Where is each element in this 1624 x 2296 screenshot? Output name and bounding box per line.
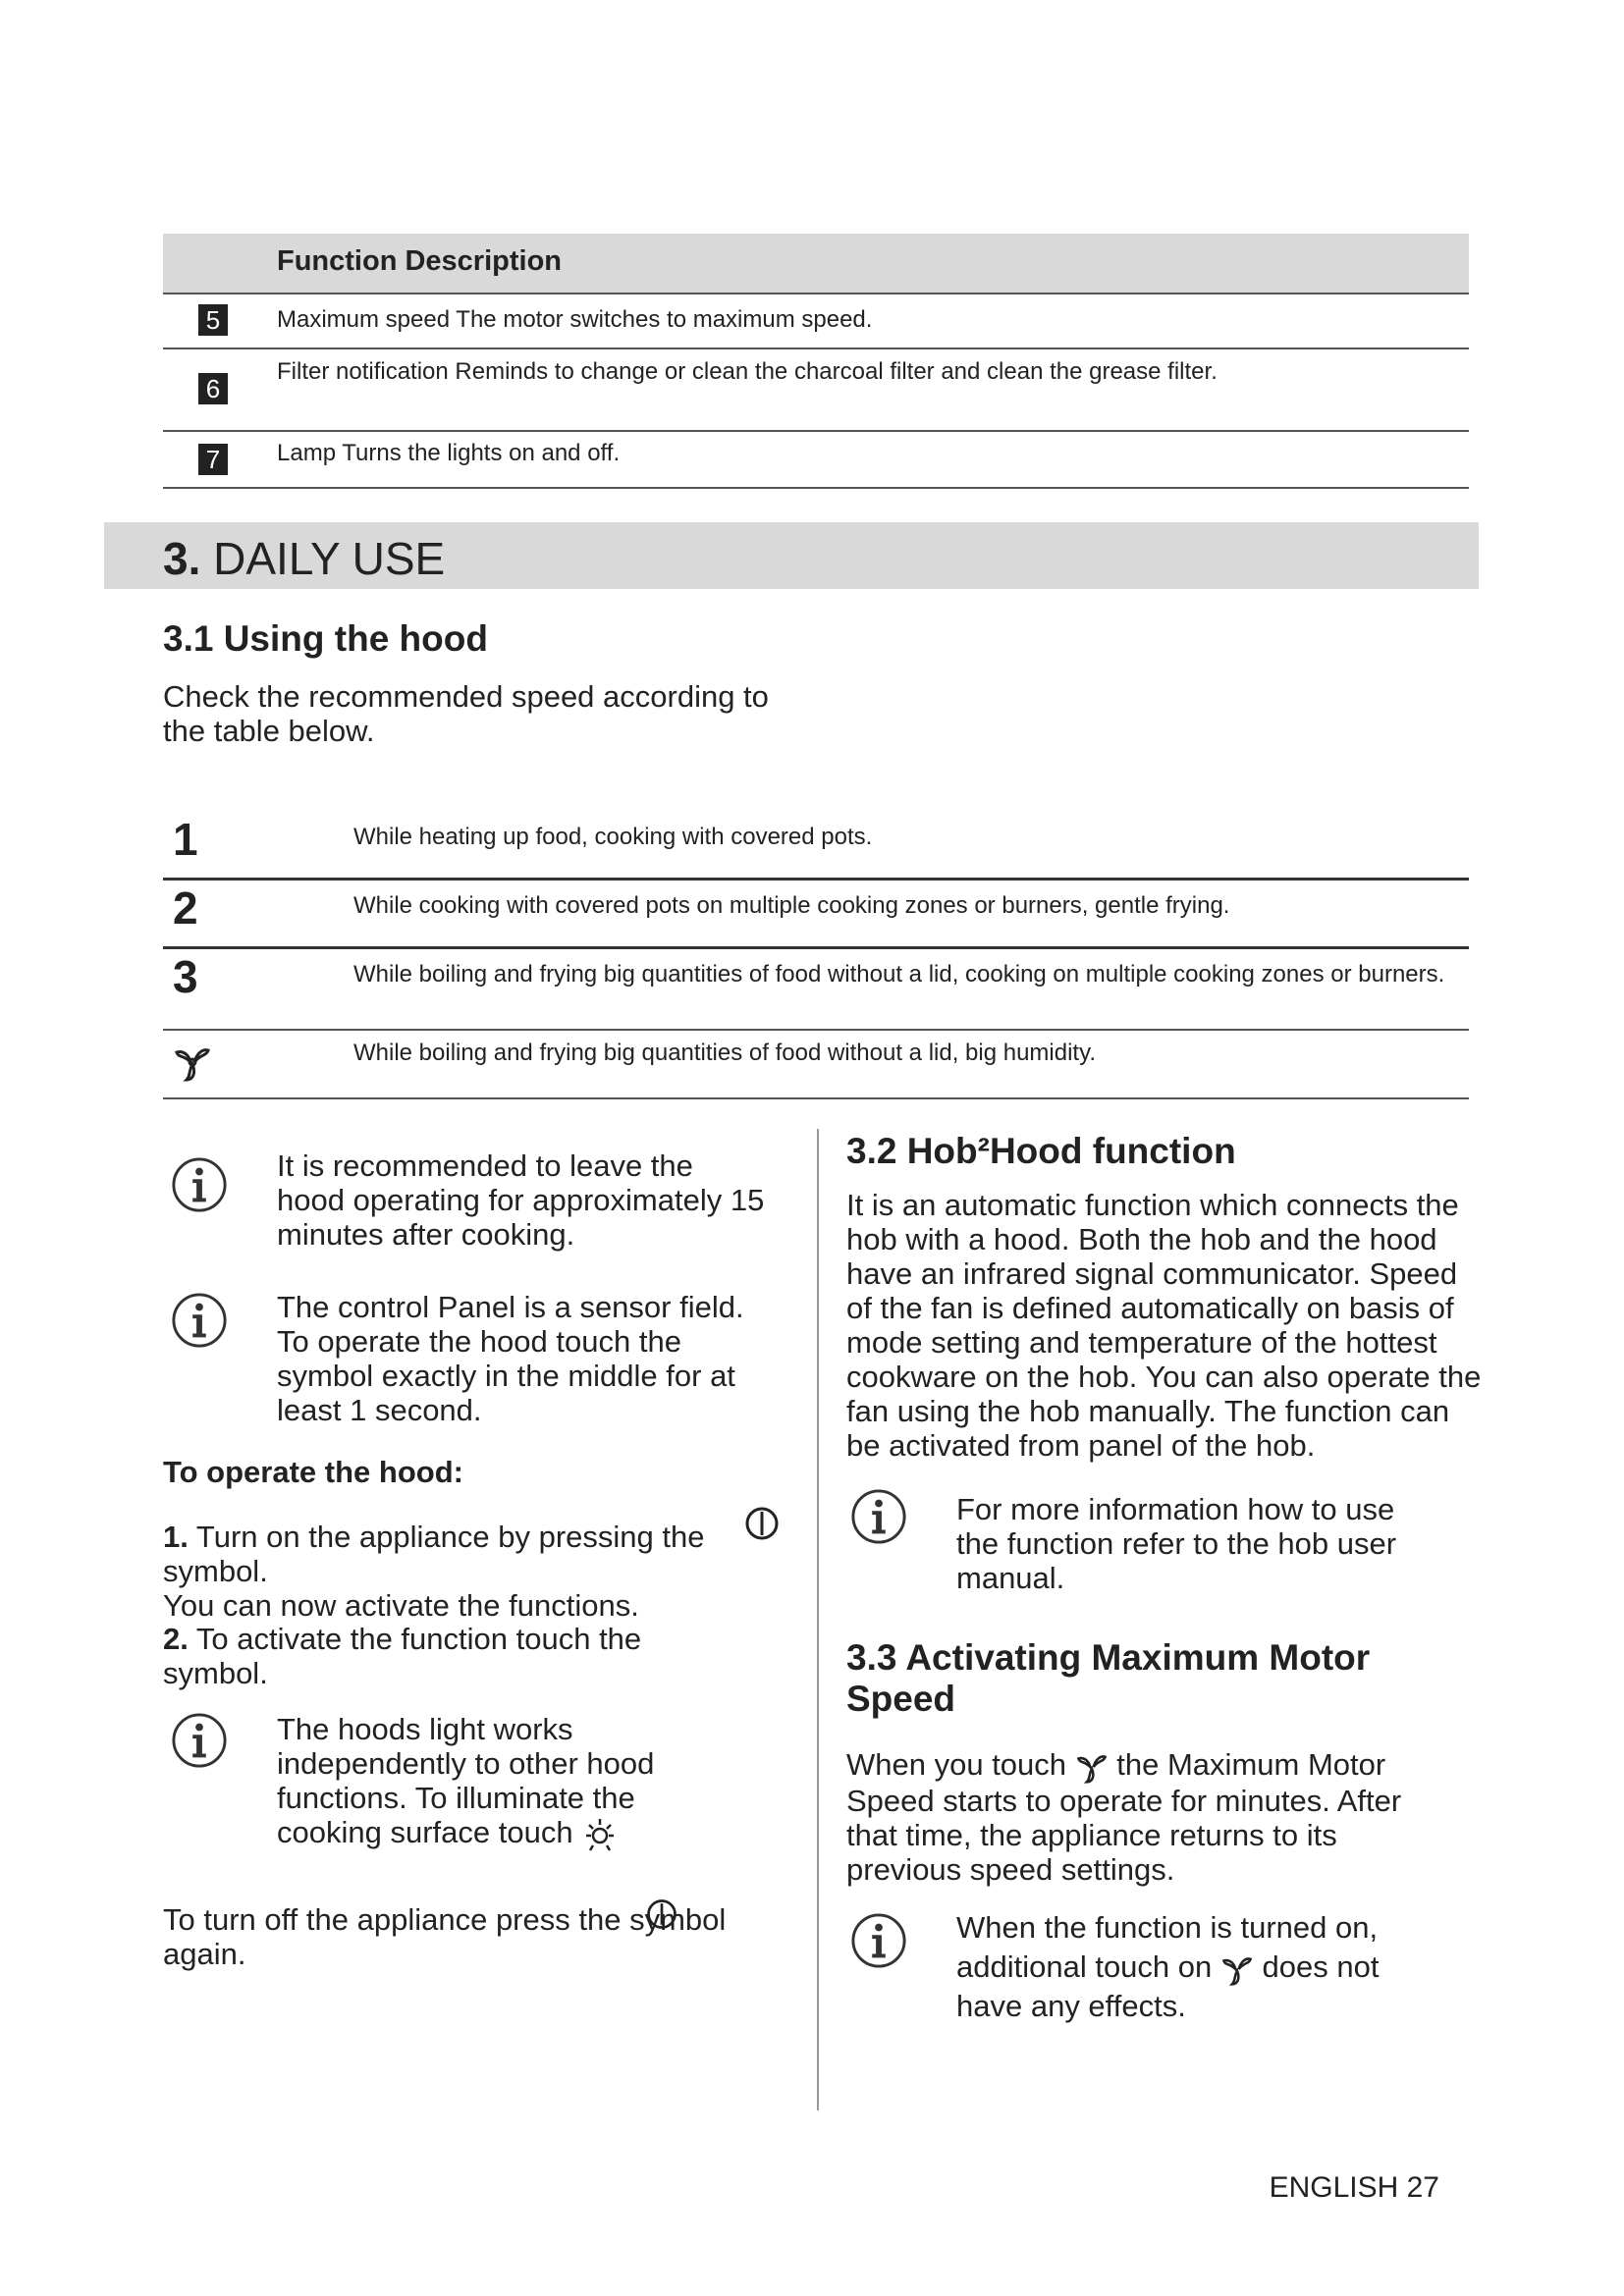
speed-level: 2 [173, 882, 198, 934]
page-footer: ENGLISH 27 [1269, 2171, 1439, 2204]
info-text: When the function is turned on, additional touch on [956, 1910, 1379, 1984]
info-note [277, 1712, 699, 1853]
speed-divider [163, 878, 1469, 881]
function-row [163, 294, 1469, 349]
speed-row [163, 881, 1469, 946]
function-row [163, 432, 1469, 489]
lamp-icon [581, 1816, 619, 1853]
step-1 [163, 1520, 752, 1588]
column-divider [817, 1129, 819, 2110]
speed-divider [163, 1029, 1469, 1031]
speed-text: While cooking with covered pots on multiple cooking zones or burners, gentle frying. [353, 892, 1230, 919]
speed-divider [163, 1097, 1469, 1099]
section-heading [104, 522, 1479, 589]
speed-divider [163, 946, 1469, 949]
function-table-header [163, 234, 1469, 294]
step-text: Turn on the appliance by pressing the symbol. [163, 1520, 705, 1588]
turn-off-label: To turn off the appliance press the symbol again. [163, 1902, 727, 1971]
body-text: When you touch [846, 1747, 1067, 1782]
function-number-badge: 5 [198, 304, 228, 336]
step-number: 2. [163, 1622, 189, 1656]
fan-max-icon [1220, 1952, 1254, 1986]
speed-level: 1 [173, 814, 198, 865]
info-text: The hoods light works independently to other hood functions. To illuminate the cooking surface touch [277, 1712, 655, 1849]
function-number-badge: 6 [198, 373, 228, 404]
info-note: The control Panel is a sensor field. To operate the hood touch the symbol exactly in the middle for at least 1 second. [277, 1290, 744, 1427]
speed-row [163, 813, 1469, 876]
subsection-title-3-1: 3.1 Using the hood [163, 618, 488, 659]
body-text: the Maximum Motor Speed starts to operate for minutes. After that time, the appliance returns to its previous speed settings. [846, 1747, 1402, 1887]
section-number: 3. [163, 533, 201, 584]
power-icon [742, 1504, 782, 1543]
info-note [956, 1908, 1418, 2026]
subsection-title-3-2: 3.2 Hob²Hood function [846, 1131, 1236, 1171]
section-title: DAILY USE [213, 533, 446, 584]
info-icon [850, 1912, 907, 1969]
speed-text: While boiling and frying big quantities of food without a lid, cooking on multiple cooking zones or burners. [353, 961, 1445, 988]
step-number: 1. [163, 1520, 189, 1554]
step-note: You can now activate the functions. [163, 1588, 639, 1623]
info-icon [850, 1488, 907, 1545]
function-text: Lamp Turns the lights on and off. [277, 440, 621, 466]
speed-level: 3 [173, 951, 198, 1002]
function-text: Maximum speed The motor switches to maximum speed. [277, 306, 873, 333]
info-note: It is recommended to leave the hood operating for approximately 15 minutes after cooking. [277, 1148, 765, 1252]
intro-paragraph: Check the recommended speed according to the table below. [163, 679, 769, 748]
max-speed-paragraph [846, 1747, 1455, 1887]
speed-text: While boiling and frying big quantities of food without a lid, big humidity. [353, 1040, 1096, 1066]
subsection-title-3-3: 3.3 Activating Maximum Motor Speed [846, 1637, 1371, 1719]
step-text: To activate the function touch the symbol. [163, 1622, 642, 1690]
fan-max-icon [1075, 1750, 1109, 1784]
speed-row [163, 950, 1469, 1027]
function-table-header-label: Function Description [277, 245, 562, 277]
speed-row [163, 1033, 1469, 1097]
info-text: does not have any effects. [956, 1949, 1380, 2023]
power-icon [644, 1896, 679, 1932]
turn-off-text [163, 1902, 772, 1971]
function-number-badge: 7 [198, 444, 228, 475]
info-note: For more information how to use the function refer to the hob user manual. [956, 1492, 1397, 1595]
info-icon [171, 1712, 228, 1769]
function-row [163, 349, 1469, 432]
operate-heading: To operate the hood: [163, 1455, 463, 1489]
info-icon [171, 1156, 228, 1213]
info-icon [171, 1292, 228, 1349]
function-text: Filter notification Reminds to change or clean the charcoal filter and clean the grease filter. [277, 358, 1218, 385]
step-2 [163, 1622, 713, 1690]
fan-max-icon [173, 1042, 212, 1082]
speed-text: While heating up food, cooking with covered pots. [353, 824, 873, 850]
hob2hood-paragraph: It is an automatic function which connects the hob with a hood. Both the hob and the hood have an infrared signal communicator. Speed of the fan is defined automatically on basis of mode setting and temperature of the hottest cookware on the hob. You can also operate the fan using the hob manually. The function can be activated from panel of the hob. [846, 1188, 1482, 1463]
